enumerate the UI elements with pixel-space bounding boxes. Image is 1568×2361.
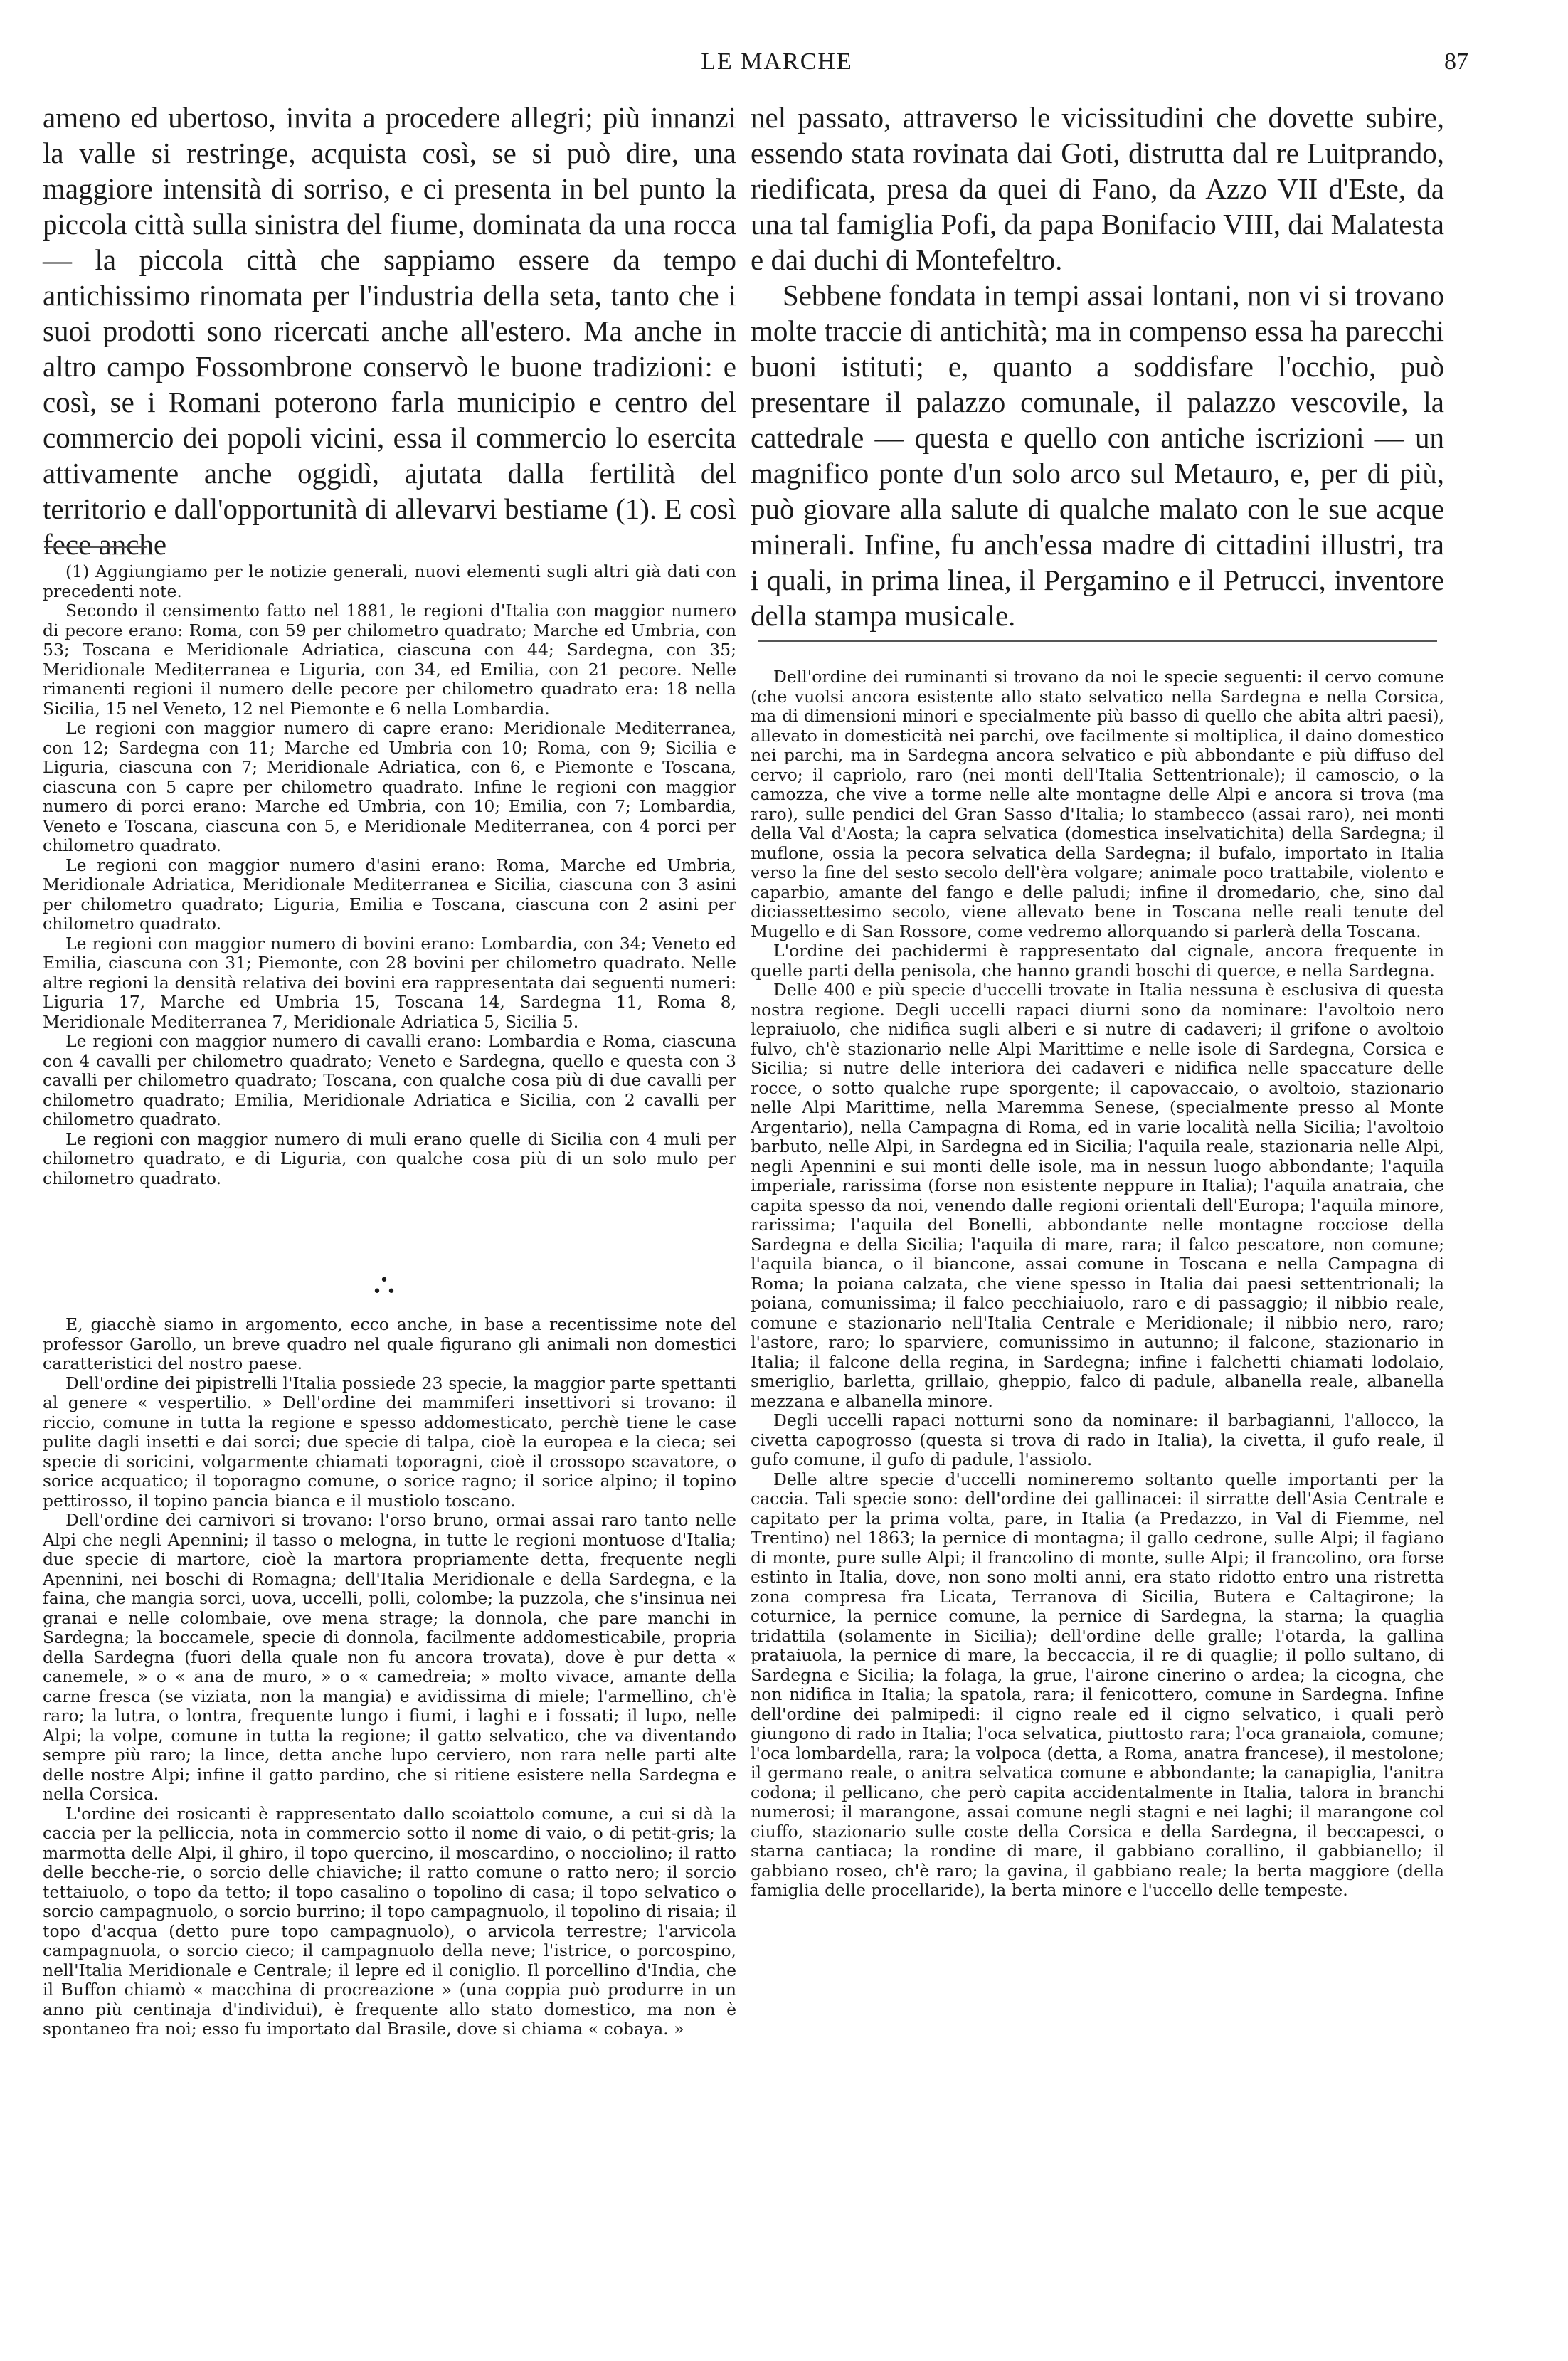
right-fauna-text <box>751 667 1444 1901</box>
page-header <box>85 48 1468 84</box>
fauna-paragraph: L'ordine dei pachidermi è rappresentato dal cignale, ancora frequente in quelle parti della penisola, che hanno grandi boschi di querce, e nella Sardegna. <box>751 941 1444 981</box>
fauna-paragraph: E, giacchè siamo in argomento, ecco anche, in base a recentissime note del professor Garollo, un breve quadro nel quale figurano gli animali non domestici caratteristici del nostro paese. <box>43 1314 736 1373</box>
left-fauna-text <box>43 1315 736 2039</box>
paragraph: ameno ed ubertoso, invita a procedere allegri; più innanzi la valle si restringe, acquista così, se si può dire, una maggiore intensità di sorriso, e ci presenta in bel punto la piccola città sulla sinistra del fiume, dominata da una rocca — la piccola città che sappiamo essere da tempo antichissimo rinomata per l'industria della seta, tanto che i suoi prodotti sono ricercati anche all'estero. Ma anche in altro campo Fossombrone conservò le buone tradizioni: e così, se i Romani poterono farla municipio e centro del commercio dei popoli vicini, essa il commercio lo esercita attivamente anche oggidì, ajutata dalla fertilità del territorio e dall'opportunità di allevarvi bestiame (1). E così fece anche <box>43 101 736 561</box>
fauna-paragraph: Dell'ordine dei ruminanti si trovano da noi le specie seguenti: il cervo comune (che vuolsi ancora esistente allo stato selvatico nella Sardegna e nella Corsica, ma di dimensioni minori e specialmente più basso di quello che abita altri paesi), allevato in domesticità nei parchi, ove facilmente si moltiplica, il daino domestico nei parchi, ma in Sardegna ancora selvatico e più abbondante e più diffuso del cervo; il capriolo, raro (nei monti dell'Italia Settentrionale); il camoscio, o la camozza, che vive a torme nelle alte montagne delle Alpi e ancora si trova (ma raro), sulle pendici del Gran Sasso d'Italia; lo stambecco (assai raro), nei monti della Val d'Aosta; la capra selvatica (domestica inselvatichita) della Sardegna; il muflone, ossia la pecora selvatica della Sardegna; il bufalo, importato in Italia verso la fine del sesto secolo dell'èra volgare; animale poco trattabile, violento e caparbio, amante del fango e delle paludi; infine il dromedario, che, sino dal diciassettesimo secolo, viene allevato bene in Toscana nelle reali tenute del Mugello e di San Rossore, come vedremo allorquando si parlerà della Toscana. <box>751 667 1444 941</box>
fauna-paragraph: Dell'ordine dei carnivori si trovano: l'orso bruno, ormai assai raro tanto nelle Alpi che negli Apennini; il tasso o melogna, in tutte le regioni montuose d'Italia; due specie di martore, cioè la martora propriamente detta, frequente negli Apennini, nei boschi di Romagna; dell'Italia Meridionale e della Sardegna, e la faina, che mangia sorci, uova, uccelli, polli, colombe; la puzzola, che s'insinua nei granai e nelle colombaie, ove mena strage; la donnola, che pare manchi in Sardegna; la boccamele, specie di donnola, facilmente addomesticabile, propria della Sardegna (fuori della quale non fu ancora trovata), dove è pur detta « canemele, » o « ana de muro, » o « camedreia; » molto vivace, amante della carne fresca (se viziata, non la mangia) e avidissima di miele; l'armellino, ch'è raro; la lutra, o lontra, frequente lungo i fiumi, i laghi e i fossati; il lupo, nelle Alpi; la volpe, comune in tutta la regione; il gatto selvatico, che va diventando sempre più raro; la lince, detta anche lupo cerviero, non rara nelle parti alte delle nostre Alpi; infine il gatto pardino, che si ritiene esistere nella Sardegna e nella Corsica. <box>43 1510 736 1804</box>
left-main-text <box>43 100 736 562</box>
fauna-paragraph: Degli uccelli rapaci notturni sono da nominare: il barbagianni, l'allocco, la civetta capogrosso (questa si trova di rado in Italia), la civetta, il gufo reale, il gufo comune, il gufo di padule, l'assiolo. <box>751 1410 1444 1469</box>
running-title: LE MARCHE <box>701 48 853 75</box>
fauna-paragraph: Delle 400 e più specie d'uccelli trovate in Italia nessuna è esclusiva di questa nostra regione. Degli uccelli rapaci diurni sono da nominare: l'avoltoio nero lepraiuolo, che nidifica sugli alberi e si nutre di cadaveri; il grifone o avoltoio fulvo, ch'è stazionario nelle Alpi Marittime e nelle isole di Sardegna, Corsica e Sicilia; si nutre delle interiora dei cadaveri e nidifica nelle spaccature delle rocce, o sotto qualche rupe sporgente; il capovaccaio, o avoltoio, stazionario nelle Alpi Marittime, nella Maremma Senese, (specialmente presso al Monte Argentario), nella Campagna di Roma, ed in varie località nella Sicilia; l'avoltoio barbuto, nelle Alpi, in Sardegna ed in Sicilia; l'aquila reale, stazionaria nelle Alpi, negli Apennini e sui monti delle isole, ma in nessun luogo abbondante; l'aquila imperiale, rarissima (forse non esistente neppure in Italia); l'aquila anatraia, che capita spesso da noi, venendo dalle regioni orientali dell'Europa; l'aquila minore, rarissima; l'aquila del Bonelli, abbondante nelle montagne rocciose della Sardegna e della Sicilia; l'aquila di mare, rara; il falco pescatore, non comune; l'aquila bianca, o il biancone, assai comune in Toscana e nella Campagna di Roma; la poiana calzata, che viene spesso in Italia dai paesi settentrionali; la poiana, comunissima; il falco pecchiaiuolo, raro e di passaggio; il nibbio reale, comune e stazionario nell'Italia Centrale e Meridionale; il nibbio nero, raro; l'astore, raro; lo sparviere, comunissimo in autunno; il falcone, stazionario in Italia; il falcone della regina, in Sardegna; infine i falchetti chiamati lodolaio, smeriglio, barletta, grillaio, gheppio, falco di padule, albanella reale, albanella mezzana e albanella minore. <box>751 980 1444 1411</box>
footnote-paragraph: (1) Aggiungiamo per le notizie generali, nuovi elementi sugli altri già dati con precedenti note. <box>43 561 736 601</box>
footnote-paragraph: Secondo il censimento fatto nel 1881, le regioni d'Italia con maggior numero di pecore erano: Roma, con 59 per chilometro quadrato; Marche ed Umbria, con 53; Toscana e Meridionale Adriatica, ciascuna con 44; Sardegna, con 35; Meridionale Mediterranea e Liguria, con 34, ed Emilia, con 21 pecore. Nelle rimanenti regioni il numero delle pecore per chilometro quadrato era: 18 nella Sicilia, 15 nel Veneto, 12 nel Piemonte e 6 nella Lombardia. <box>43 601 736 719</box>
left-footnote <box>43 562 736 1188</box>
fauna-paragraph: Delle altre specie d'uccelli nomineremo soltanto quelle importanti per la caccia. Tali specie sono: dell'ordine dei gallinacei: il sirratte dell'Asia Centrale e capitato per la prima volta, pare, in Italia (a Predazzo, in Val di Fiemme, nel Trentino) nel 1863; la pernice di montagna; il gallo cedrone, sulle Alpi; il fagiano di monte, pure sulle Alpi; il francolino di monte, sulle Alpi; il francolino, ora forse estinto in Italia, dove, non sono molti anni, era stato ridotto entro una ristretta zona compresa fra Licata, Terranova di Sicilia, Butera e Caltagirone; la coturnice, la pernice comune, la pernice di Sardegna, la starna; la quaglia tridattila (solamente in Sicilia); dell'ordine delle gralle; l'otarda, la gallina prataiuola, la pernice di mare, la beccaccia, il re di quaglie; il pollo sultano, di Sardegna e Sicilia; la folaga, la grue, l'airone cinerino o ardea; la cicogna, che non nidifica in Italia; la spatola, rara; il fenicottero, comune in Sardegna. Infine dell'ordine dei palmipedi: il cigno reale ed il cigno selvatico, i quali però giungono di rado in Italia; l'oca selvatica, piuttosto rara; l'oca granaiola, comune; l'oca lombardella, rara; la volpoca (detta, a Roma, anatra francese), il mestolone; il germano reale, o anitra selvatica comune e abbondante; la canapiglia, l'anitra codona; il pellicano, che però capita accidentalmente in Italia, talora in branchi numerosi; il marangone, assai comune negli stagni e nei laghi; il marangone col ciuffo, stazionario sulle coste della Corsica e della Sardegna, il beccapesci, o starna cantiaca; la rondine di mare, il gabbiano corallino, il gabbianello; il gabbiano roseo, ch'è raro; la gavina, il gabbiano reale; la berta maggiore (della famiglia delle procellaride), la berta minore e l'uccello delle tempeste. <box>751 1469 1444 1900</box>
footnote-paragraph: Le regioni con maggior numero di muli erano quelle di Sicilia con 4 muli per chilometro quadrato, e di Liguria, con qualche cosa più di un solo mulo per chilometro quadrato. <box>43 1129 736 1188</box>
section-dinkus: • • • <box>372 1272 396 1301</box>
fauna-paragraph: Dell'ordine dei pipistrelli l'Italia possiede 23 specie, la maggior parte spettanti al genere « vespertilio. » Dell'ordine dei mammiferi insettivori si trovano: il riccio, comune in tutta la regione e spesso addomesticato, perchè tiene le case pulite dagli insetti e dai sorci; due specie di talpa, cioè la europea e la cieca; sei specie di soricini, volgarmente chiamati toporagni, cioè il crossopo scavatore, o sorice acquatico; il toporagno comune, o sorice ragno; il sorice alpino; il topino pettirosso, il topino pancia bianca e il mustiolo toscano. <box>43 1373 736 1511</box>
fauna-paragraph: L'ordine dei rosicanti è rappresentato dallo scoiattolo comune, a cui si dà la caccia per la pelliccia, nota in commercio sotto il nome di vaio, o di petit-gris; la marmotta delle Alpi, il ghiro, il topo quercino, il moscardino, o nocciolino; il ratto delle becche-rie, o sorcio delle chiaviche; il ratto comune o ratto nero; il sorcio tettaiuolo, o topo da tetto; il topo casalino o topolino di casa; il topo selvatico o sorcio campagnuolo, o sorcio burrino; il topo campagnuolo, il topolino di risaia; il topo d'acqua (detto pure topo campagnuolo), o arvicola terrestre; l'arvicola campagnuola, o sorcio cieco; il campagnuolo della neve; l'istrice, o porcospino, nell'Italia Meridionale e Centrale; il lepre ed il coniglio. Il porcellino d'India, che il Buffon chiamò « macchina di procreazione » (una coppia può produrre in un anno più centinaja d'individui), è frequente allo stato domestico, ma non è spontaneo fra noi; esso fu importato dal Brasile, dove si chiama « cobaya. » <box>43 1803 736 2039</box>
footnote-paragraph: Le regioni con maggior numero di cavalli erano: Lombardia e Roma, ciascuna con 4 cavalli per chilometro quadrato; Veneto e Sardegna, quello e questa con 3 cavalli per chilometro quadrato; Toscana, con qualche cosa più di due cavalli per chilometro quadrato; Emilia, Meridionale Adriatica e Sicilia, con 2 cavalli per chilometro quadrato. <box>43 1031 736 1129</box>
paragraph: Sebbene fondata in tempi assai lontani, non vi si trovano molte traccie di antichità; ma in compenso essa ha parecchi buoni istituti; e, quanto a soddisfare l'occhio, può presentare il palazzo comunale, il palazzo vescovile, la cattedrale — questa e quello con antiche iscrizioni — un magnifico ponte d'un solo arco sul Metauro, e, per di più, può giovare alla salute di qualche malato con le sue acque minerali. Infine, fu anch'essa madre di cittadini illustri, tra i quali, in prima linea, il Pergamino e il Petrucci, inventore della stampa musicale. <box>751 279 1444 632</box>
footnote-paragraph: Le regioni con maggior numero di capre erano: Meridionale Mediterranea, con 12; Sardegna con 11; Marche ed Umbria con 10; Roma, con 9; Sicilia e Liguria, ciascuna con 7; Meridionale Adriatica, con 6, e Piemonte e Toscana, ciascuna con 5 capre per chilometro quadrato. Infine le regioni con maggior numero di porci erano: Marche ed Umbria, con 10; Emilia, con 7; Lombardia, Veneto e Toscana, ciascuna con 5, e Meridionale Mediterranea, con 4 porci per chilometro quadrato. <box>43 718 736 855</box>
section-rule <box>758 640 1437 642</box>
footnote-rule <box>44 546 147 548</box>
footnote-paragraph: Le regioni con maggior numero di bovini erano: Lombardia, con 34; Veneto ed Emilia, ciascuna con 31; Piemonte, con 28 bovini per chilometro quadrato. Nelle altre regioni la densità relativa dei bovini era rappresentata dai seguenti numeri: Liguria 17, Marche ed Umbria 15, Toscana 14, Sardegna 11, Roma 8, Meridionale Mediterranea 7, Meridionale Adriatica 5, Sicilia 5. <box>43 933 736 1032</box>
footnote-paragraph: Le regioni con maggior numero d'asini erano: Roma, Marche ed Umbria, Meridionale Adriatica, Meridionale Mediterranea e Sicilia, ciascuna con 3 asini per chilometro quadrato; Liguria, Emilia e Toscana, ciascuna con 2 asini per chilometro quadrato. <box>43 855 736 934</box>
page-number: 87 <box>1444 48 1468 75</box>
right-main-text <box>751 100 1444 633</box>
paragraph: nel passato, attraverso le vicissitudini che dovette subire, essendo stata rovinata dai Goti, distrutta dal re Luitprando, riedificata, presa da quei di Fano, da Azzo VII d'Este, da una tal famiglia Pofi, da papa Bonifacio VIII, dai Malatesta e dai duchi di Montefeltro. <box>751 101 1444 276</box>
